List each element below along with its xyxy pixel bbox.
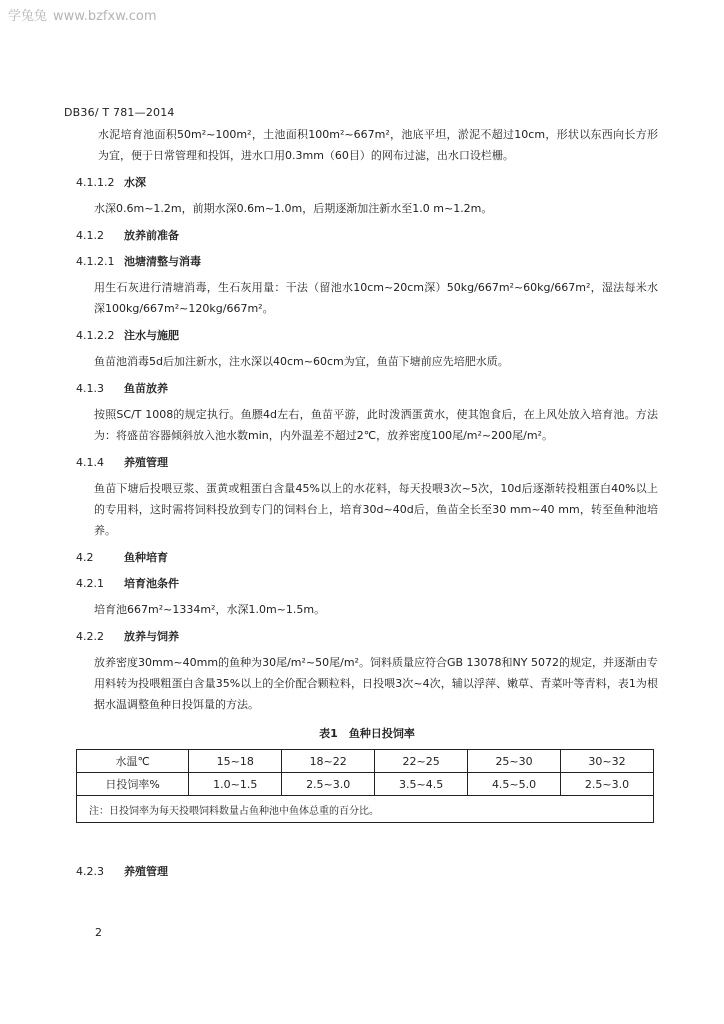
page-number: 2 <box>95 926 102 939</box>
heading-number: 4.2.1 <box>76 577 104 590</box>
heading-number: 4.2 <box>76 551 94 564</box>
heading-title: 养殖管理 <box>124 865 168 878</box>
heading-4-1-2-1 <box>76 253 658 271</box>
table-cell: 1.0~1.5 <box>189 773 282 796</box>
heading-title: 放养前准备 <box>124 229 179 242</box>
heading-number: 4.2.3 <box>76 865 104 878</box>
heading-number: 4.1.2 <box>76 229 104 242</box>
paragraph-fertilize: 鱼苗池消毒5d后加注新水，注水深以40cm~60cm为宜，鱼苗下塘前应先培肥水质。 <box>94 355 509 368</box>
heading-title: 鱼苗放养 <box>124 382 168 395</box>
heading-number: 4.1.1.2 <box>76 176 115 189</box>
watermark <box>8 5 157 24</box>
heading-title: 鱼种培育 <box>124 551 168 564</box>
paragraph-fry-culture: 鱼苗下塘后投喂豆浆、蛋黄或粗蛋白含量45%以上的水花料，每天投喂3次~5次，10d后逐渐转投粗蛋白40%以上的专用料，这时需将饲料投放到专门的饲料台上，培育30d~40d后，鱼苗全长至30 mm~40 mm，转至鱼种池培养。 <box>94 482 658 537</box>
heading-title: 注水与施肥 <box>124 329 179 342</box>
heading-title: 培育池条件 <box>124 577 179 590</box>
watermark-brand: 学兔兔 <box>8 9 48 24</box>
heading-4-1-3 <box>76 380 658 398</box>
heading-4-1-1-2 <box>76 174 658 192</box>
heading-number: 4.1.3 <box>76 382 104 395</box>
table-cell: 15~18 <box>189 750 282 773</box>
watermark-site: www.bzfxw.com <box>53 9 157 24</box>
heading-4-1-2-2 <box>76 327 658 345</box>
table-title: 表1 鱼种日投饲率 <box>319 727 415 740</box>
paragraph-disinfection: 用生石灰进行清塘消毒，生石灰用量：干法（留池水10cm~20cm深）50kg/667m²~60kg/667m²，湿法每米水深100kg/667m²~120kg/667m²。 <box>94 281 658 315</box>
paragraph-fingerling-pond: 培育池667m²~1334m²，水深1.0m~1.5m。 <box>94 603 326 616</box>
heading-title: 放养与饲养 <box>124 630 179 643</box>
heading-4-1-4 <box>76 454 658 472</box>
feeding-rate-table <box>76 749 654 823</box>
table-note: 注：日投饲率为每天投喂饲料数量占鱼种池中鱼体总重的百分比。 <box>77 796 654 823</box>
paragraph-fry-stocking: 按照SC/T 1008的规定执行。鱼膘4d左右，鱼苗平游，此时泼洒蛋黄水，使其饱食后，在上风处放入培育池。方法为：将盛苗容器倾斜放入池水数min，内外温差不超过2℃，放养密度100尾/m²~200尾/m²。 <box>94 408 658 442</box>
document-body <box>76 124 658 887</box>
heading-number: 4.1.2.1 <box>76 255 115 268</box>
heading-4-2-1 <box>76 575 658 593</box>
paragraph-fingerling-feeding: 放养密度30mm~40mm的鱼种为30尾/m²~50尾/m²。饲料质量应符合GB 13078和NY 5072的规定，并逐渐由专用料转为投喂粗蛋白含量35%以上的全价配合颗粒料，日投喂3次~4次，辅以浮萍、嫩草、青菜叶等青料，表1为根据水温调整鱼种日投饵量的方法。 <box>94 656 658 711</box>
table-cell: 日投饲率% <box>77 773 189 796</box>
table-cell: 2.5~3.0 <box>282 773 375 796</box>
document-code: DB36/ T 781—2014 <box>64 106 175 119</box>
heading-number: 4.2.2 <box>76 630 104 643</box>
table-cell: 水温℃ <box>77 750 189 773</box>
table-cell: 22~25 <box>375 750 468 773</box>
table-cell: 25~30 <box>468 750 561 773</box>
heading-4-2 <box>76 549 658 567</box>
heading-4-2-2 <box>76 628 658 646</box>
table-row <box>77 796 654 823</box>
table-cell: 18~22 <box>282 750 375 773</box>
table-cell: 2.5~3.0 <box>561 773 654 796</box>
heading-title: 水深 <box>124 176 146 189</box>
table-cell: 3.5~4.5 <box>375 773 468 796</box>
table-cell: 30~32 <box>561 750 654 773</box>
table-row <box>77 750 654 773</box>
paragraph-water-depth: 水深0.6m~1.2m，前期水深0.6m~1.0m，后期逐渐加注新水至1.0 m~1.2m。 <box>94 202 493 215</box>
heading-title: 养殖管理 <box>124 456 168 469</box>
paragraph-pond-area: 水泥培育池面积50m²~100m²，土池面积100m²~667m²，池底平坦，淤泥不超过10cm，形状以东西向长方形为宜，便于日常管理和投饵，进水口用0.3mm（60目）的网布过滤，出水口设栏栅。 <box>98 128 658 162</box>
heading-number: 4.1.2.2 <box>76 329 115 342</box>
table-row <box>77 773 654 796</box>
heading-4-1-2 <box>76 227 658 245</box>
heading-number: 4.1.4 <box>76 456 104 469</box>
table-cell: 4.5~5.0 <box>468 773 561 796</box>
heading-title: 池塘清整与消毒 <box>124 255 201 268</box>
heading-4-2-3 <box>76 863 658 881</box>
